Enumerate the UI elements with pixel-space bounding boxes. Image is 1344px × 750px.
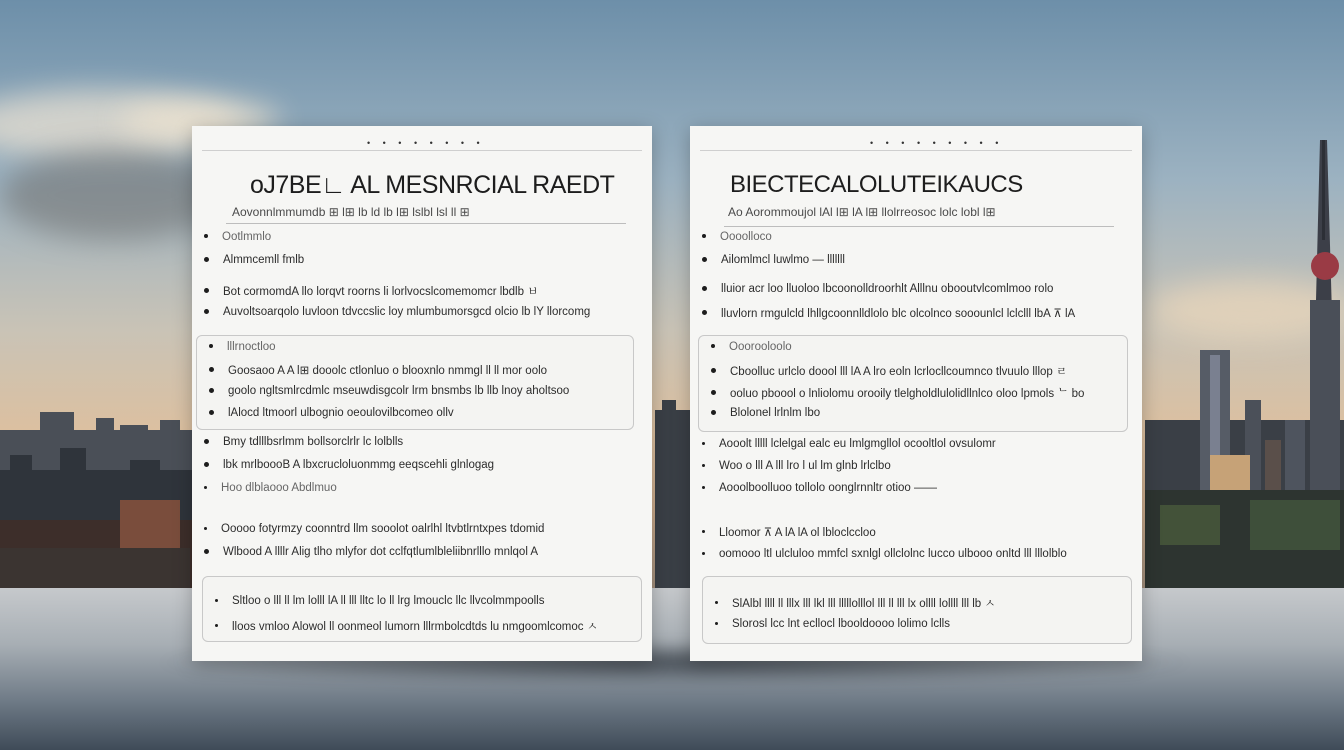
list-item: SlAlbl llll ll lllx lll lkl lll lllllolllol lll ll lll lx ollll lollll lll lb ㅅ	[715, 595, 1123, 613]
bullet-icon	[702, 257, 707, 262]
section-2	[196, 335, 634, 430]
list-item: Woo o lll A lll lro l ul lm glnb lrlclbo	[702, 460, 1134, 478]
section-4	[192, 521, 652, 571]
document-subtitle: Ao Aorommoujol lAl l⊞ lA l⊞ llolrreosoc lolc lobl l⊞	[728, 205, 996, 219]
list-item: lluvlorn rmgulcld lhllgcoonnlldlolo blc olcolnco sooounlcl lclclll lbA ⊼ lA	[702, 306, 1134, 324]
list-item: oomooo ltl ulcluloo mmfcl sxnlgl ollclolnc lucco ulbooo onltd lll lllolblo	[702, 548, 1134, 566]
list-item: lAlocd ltmoorl ulbognio oeoulovilbcomeo ollv	[209, 407, 625, 425]
list-item: ooluo pboool o lnliolomu orooily tlelgholdlulolidllnlco oloo lpmols ᄂ bo	[711, 385, 1119, 403]
section-3	[192, 434, 652, 504]
list-item: Oooolloco	[702, 231, 1134, 249]
list-item: Sltloo o lll ll lm lolll lA ll lll lltc lo ll lrg lmouclc llc llvcolmmpoolls	[215, 595, 633, 613]
bullet-icon	[711, 368, 716, 373]
bullet-icon	[711, 344, 715, 348]
list-item: Ooooo fotyrmzy coonntrd llm sooolot oalrlhl ltvbtlrntxpes tdomid	[204, 523, 644, 541]
list-item: Bmy tdlllbsrlmm bollsorclrlr lc lolblls	[204, 436, 644, 454]
bullet-icon	[702, 442, 705, 445]
list-item: Ailomlmcl luwlmo — lllllll	[702, 254, 1134, 272]
list-item: lllrnoctloo	[209, 341, 625, 359]
list-item: lloos vmloo Alowol ll oonmeol lumorn lllrmbolcdtds lu nmgoomlcomoc ㅅ	[215, 618, 633, 636]
bullet-icon	[204, 288, 209, 293]
list-item: Aooolboolluoo tollolo oonglrnnltr otioo ——	[702, 482, 1134, 500]
bullet-icon	[702, 552, 705, 555]
bullet-icon	[204, 234, 208, 238]
bullet-icon	[204, 549, 209, 554]
list-item: Cboolluc urlclo doool lll lA A lro eoln lcrlocllcoumnco tlvuulo lllop ㄹ	[711, 363, 1119, 381]
footer-box	[202, 576, 642, 642]
list-item: Ooorooloolo	[711, 341, 1119, 359]
list-item: Hoo dlblaooo Abdlmuo	[204, 482, 644, 500]
bullet-icon	[702, 464, 705, 467]
bullet-icon	[702, 234, 706, 238]
bullet-icon	[702, 310, 707, 315]
bullet-icon	[711, 410, 716, 415]
divider	[700, 150, 1132, 151]
bullet-icon	[209, 367, 214, 372]
bullet-icon	[204, 439, 209, 444]
list-item: Wlbood A llllr Alig tlho mlyfor dot cclfqtlumlbleliibnrlllo mnlqol A	[204, 546, 644, 564]
left-document	[192, 126, 652, 661]
divider	[202, 150, 642, 151]
list-item: Ootlmmlo	[204, 231, 644, 249]
list-item: goolo ngltsmlrcdmlc mseuwdisgcolr lrm bnsmbs lb llb lnoy aholtsoo	[209, 385, 625, 403]
bullet-icon	[702, 286, 707, 291]
bullet-icon	[204, 486, 207, 489]
list-item: lluior acr loo lluoloo lbcoonolldroorhlt Alllnu obooutvlcomlmoo rolo	[702, 283, 1134, 301]
bullet-icon	[715, 601, 718, 604]
section-2	[698, 335, 1128, 432]
list-item: lbk mrlboooB A lbxcrucloluonmmg eeqscehli glnlogag	[204, 459, 644, 477]
section-1	[690, 226, 1142, 331]
list-item: Goosaoo A A l⊞ dooolc ctlonluo o blooxnlo nmmgl ll ll mor oolo	[209, 363, 625, 381]
bullet-icon	[204, 462, 209, 467]
bullet-icon	[209, 344, 213, 348]
list-item: Almmcemll fmlb	[204, 254, 644, 272]
list-item: Bot cormomdA llo lorqvt roorns li lorlvocslcomemomcr lbdlb ㅂ	[204, 283, 644, 301]
section-3	[690, 436, 1142, 506]
bullet-icon	[204, 257, 209, 262]
bullet-icon	[204, 309, 209, 314]
section-1	[192, 226, 652, 331]
document-title: BIECTECALOLUTEIKAUCS	[730, 171, 1023, 198]
list-item: Auvoltsoarqolo luvloon tdvccslic loy mlumbumorsgcd olcio lb lY llorcomg	[204, 306, 644, 324]
document-subtitle: Aovonnlmmumdb ⊞ l⊞ lb ld lb l⊞ lslbl lsl ll ⊞	[232, 205, 470, 219]
bullet-icon	[215, 599, 218, 602]
bullet-icon	[702, 486, 705, 489]
right-document	[690, 126, 1142, 661]
document-title: oJ7BE∟ AL MESNRCIAL RAEDT	[250, 171, 615, 199]
bullet-icon	[215, 624, 218, 627]
list-item: Aooolt lllll lclelgal ealc eu lmlgmgllol ocooltlol ovsulomr	[702, 438, 1134, 456]
bullet-icon	[209, 388, 214, 393]
dot-row: • • • • • • • •	[367, 138, 485, 148]
divider	[226, 223, 626, 224]
bullet-icon	[209, 410, 214, 415]
section-4	[690, 523, 1142, 573]
bullet-icon	[702, 530, 705, 533]
footer-box	[702, 576, 1132, 644]
bullet-icon	[204, 527, 207, 530]
bullet-icon	[715, 622, 718, 625]
dot-row: • • • • • • • • •	[870, 138, 1004, 148]
list-item: Slorosl lcc lnt ecllocl lbooldoooo lolimo lclls	[715, 618, 1123, 636]
list-item: Lloomor ⊼ A lA lA ol lbloclccloo	[702, 525, 1134, 543]
bullet-icon	[711, 390, 716, 395]
list-item: Blolonel lrlnlm lbo	[711, 407, 1119, 425]
